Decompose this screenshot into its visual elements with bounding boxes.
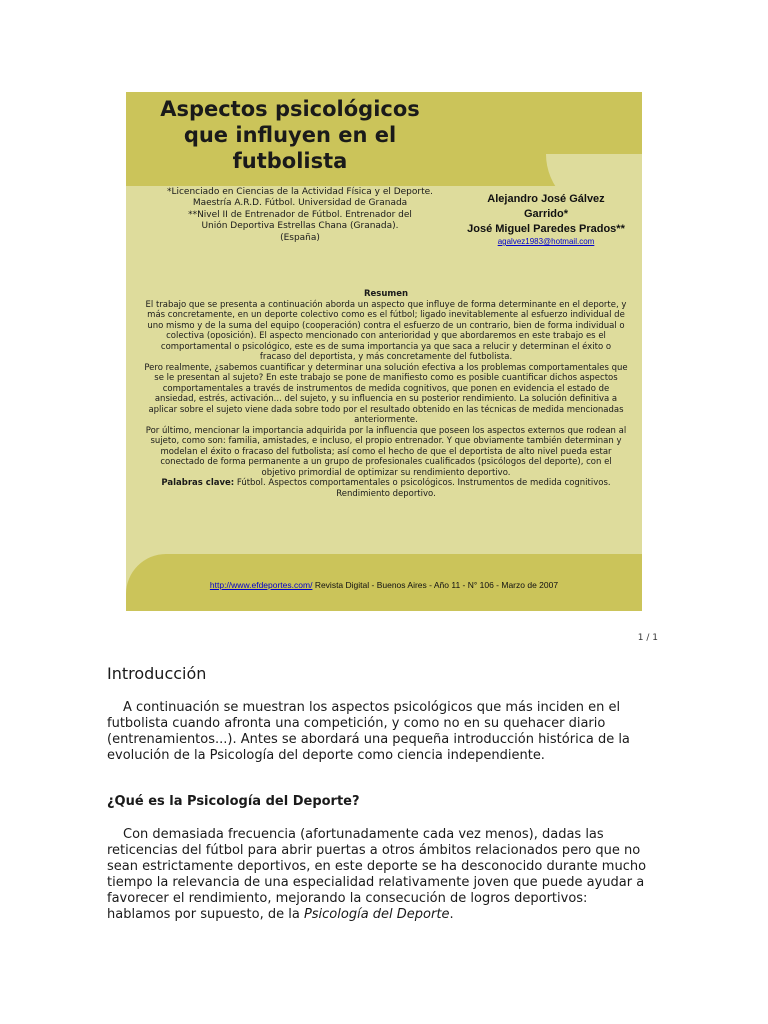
emphasized-term: Psicología del Deporte xyxy=(303,907,450,922)
article-title: Aspectos psicológicos que influyen en el futbolista xyxy=(160,97,420,173)
abstract-paragraph: Pero realmente, ¿sabemos cuantificar y determinar una solución efectiva a los problemas comportamentales que se le presentan al sujeto? En este trabajo se pone de manifiesto como es posible cuantificar dichos aspectos comportamentales a través de instrumentos de medida cognitivos, que ponen en evidencia el estado de ansiedad, estrés, activación... del sujeto, y su influencia en su posterior rendimiento. La solución definitiva a aplicar sobre el sujeto viene dada sobre todo por el resultado obtenido en las técnicas de medida mencionadas anteriormente. xyxy=(144,362,628,425)
abstract xyxy=(144,289,628,499)
section-heading: Introducción xyxy=(107,664,207,683)
journal-footer xyxy=(126,580,642,590)
journal-website-link[interactable]: http://www.efdeportes.com/ xyxy=(209,580,313,590)
affiliation-line: (España) xyxy=(280,232,320,243)
abstract-paragraph: El trabajo que se presenta a continuación aborda un aspecto que influye de forma determinante en el deporte, y más concretamente, en un deporte colectivo como es el fútbol; ligado inevitablemente al esfuerzo individual de uno mismo y de la suma del equipo (cooperación) contra el esfuerzo de un contrario, bien de forma individual o colectiva (oposición). El aspecto mencionado con anterioridad y que abordaremos en este trabajo es el comportamental o psicológico, este es de suma importancia ya que saca a relucir y determinan el éxito o fracaso del deportista, y más concretamente del futbolista. xyxy=(145,299,627,362)
article-header-card xyxy=(126,92,642,611)
body-paragraph xyxy=(107,827,652,923)
author-name-line: Alejandro José Gálvez xyxy=(487,193,605,205)
affiliation-line: **Nivel II de Entrenador de Fútbol. Entrenador del xyxy=(188,209,412,220)
affiliation-line: Maestría A.R.D. Fútbol. Universidad de Granada xyxy=(192,198,408,209)
keywords-label: Palabras clave: xyxy=(161,478,235,488)
affiliation-line: Unión Deportiva Estrellas Chana (Granada). xyxy=(201,221,399,232)
author-name-line: José Miguel Paredes Prados** xyxy=(467,223,625,235)
page-indicator: 1 / 1 xyxy=(637,633,658,643)
author-affiliations xyxy=(150,187,450,244)
journal-citation: Revista Digital - Buenos Aires - Año 11 - N° 106 - Marzo de 2007 xyxy=(314,580,559,590)
intro-text: A continuación se muestran los aspectos psicológicos que más inciden en el futbolista cuando afronta una competición, y como no en su quehacer diario (entrenamientos...). Antes se abordará una pequeña introducción histórica de la evolución de la Psicología del deporte como ciencia independiente. xyxy=(107,700,630,763)
subsection-heading: ¿Qué es la Psicología del Deporte? xyxy=(107,794,360,809)
body-text: Con demasiada frecuencia (afortunadamente cada vez menos), dadas las reticencias del fútbol para abrir puertas a otros ámbitos relacionados pero que no sean estrictamente deportivos, en este deporte se ha desconocido durante mucho tiempo la relevancia de una especialidad relativamente joven que puede ayudar a favorecer el rendimiento, mejorando la consecución de logros deportivos: hablamos por supuesto, de la xyxy=(107,827,647,922)
author-email-link[interactable]: agalvez1983@hotmail.com xyxy=(497,237,595,246)
keywords xyxy=(144,478,628,499)
author-name-line: Garrido* xyxy=(523,208,568,220)
author-names xyxy=(446,192,642,247)
affiliation-line: *Licenciado en Ciencias de la Actividad Física y el Deporte. xyxy=(166,187,434,197)
keywords-text: Fútbol. Aspectos comportamentales o psicológicos. Instrumentos de medida cognitivos. Rendimiento deportivo. xyxy=(236,478,611,499)
abstract-paragraph: Por último, mencionar la importancia adquirida por la influencia que poseen los aspectos externos que rodean al sujeto, como son: familia, amistades, e incluso, el propio entrenador. Y que obviamente también determinan y modelan el éxito o fracaso del futbolista; así como el hecho de que el deportista de alto nivel pueda estar conectado de forma permanente a un grupo de profesionales cualificados (psicólogos del deporte), con el objetivo primordial de optimizar su rendimiento deportivo. xyxy=(145,425,627,478)
abstract-heading: Resumen xyxy=(363,289,409,299)
intro-paragraph xyxy=(107,700,652,764)
body-text-end: . xyxy=(449,907,454,922)
